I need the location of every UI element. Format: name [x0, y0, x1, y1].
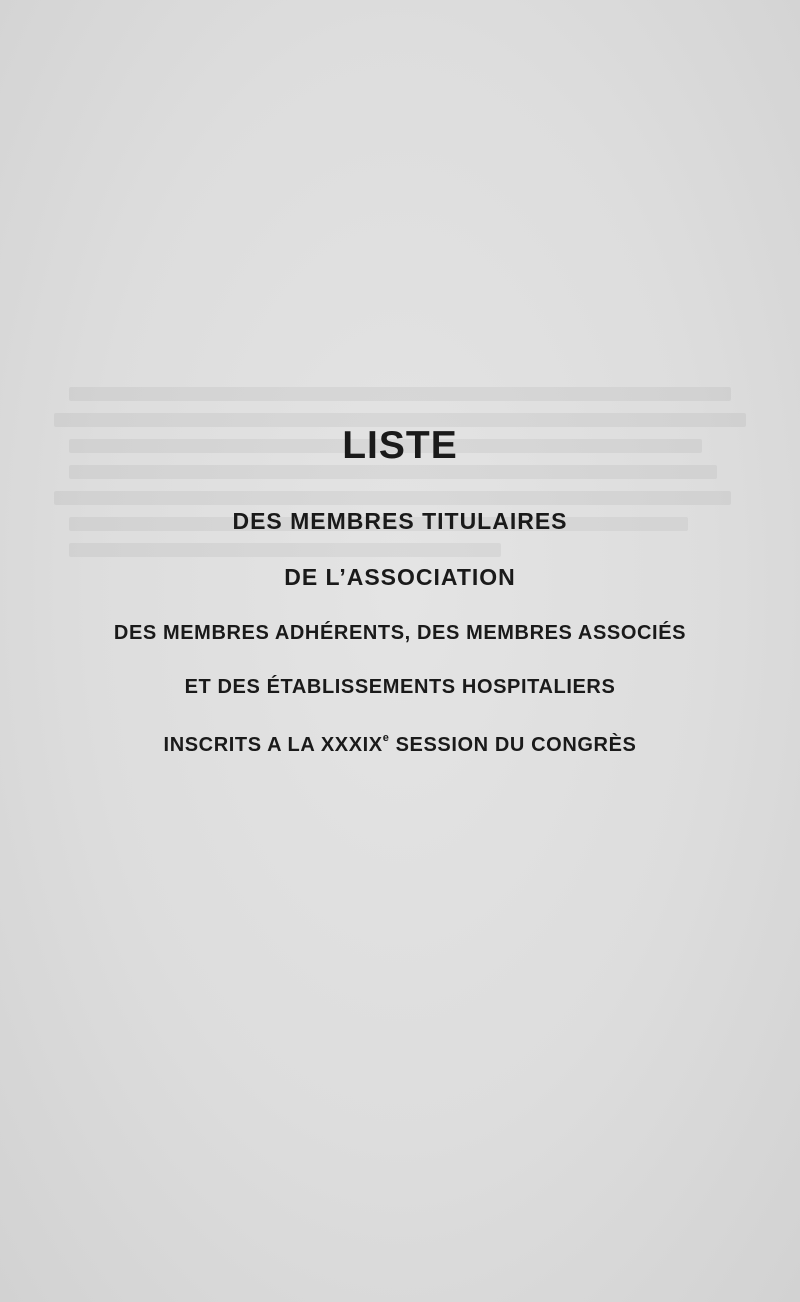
subtitle-adherents-associes: DES MEMBRES ADHÉRENTS, DES MEMBRES ASSOCIÉS — [113, 622, 687, 644]
subtitle-association: DE L’ASSOCIATION — [284, 564, 516, 590]
title-liste: LISTE — [342, 424, 458, 467]
subtitle-session-congres — [0, 734, 800, 757]
session-text-start: INSCRITS A LA XXXIX — [163, 734, 383, 756]
session-ordinal-sup: e — [382, 732, 390, 744]
subtitle-membres-titulaires: DES MEMBRES TITULAIRES — [232, 508, 568, 534]
subtitle-etablissements: ET DES ÉTABLISSEMENTS HOSPITALIERS — [184, 676, 616, 698]
session-text-end: SESSION DU CONGRÈS — [389, 734, 637, 756]
